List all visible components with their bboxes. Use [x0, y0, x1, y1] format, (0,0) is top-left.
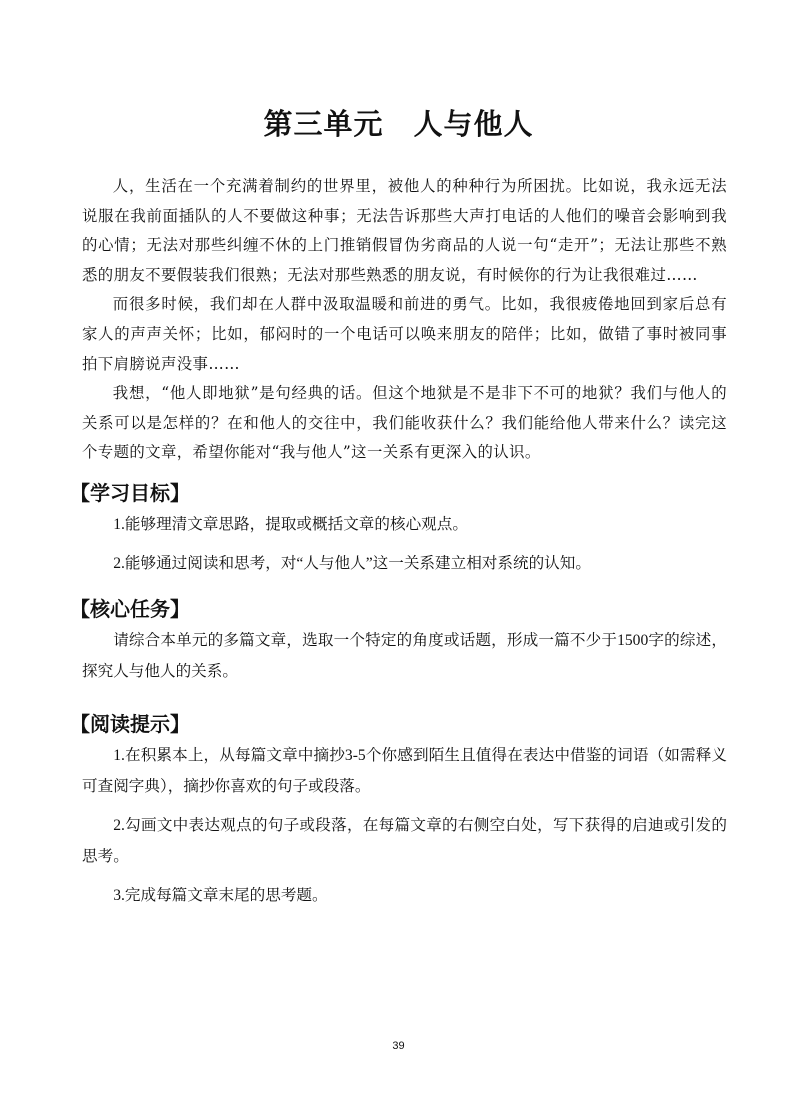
unit-title: 第三单元 人与他人 — [263, 107, 534, 141]
goal-item: 2.能够通过阅读和思考，对“人与他人”这一关系建立相对系统的认知。 — [113, 555, 591, 572]
section-heading-task: 【核心任务】 — [70, 597, 190, 621]
goal-item: 1.能够理清文章思路，提取或概括文章的核心观点。 — [113, 516, 468, 533]
page-number: 39 — [392, 1040, 405, 1052]
section-body-task — [82, 625, 727, 695]
intro-paragraph: 而很多时候，我们却在人群中汲取温暖和前进的勇气。比如，我很疲倦地回到家后总有家人的声声关怀；比如，郁闷时的一个电话可以唤来朋友的陪伴；比如，做错了事时被同事拍下肩膀说声没事…… — [82, 295, 727, 373]
section-body-tips — [82, 740, 727, 919]
intro-paragraph: 人，生活在一个充满着制约的世界里，被他人的种种行为所困扰。比如说，我永远无法说服在我前面插队的人不要做这种事；无法告诉那些大声打电话的人他们的噪音会影响到我的心情；无法对那些纠缠不休的上门推销假冒伪劣商品的人说一句“走开”；无法让那些不熟悉的朋友不要假装我们很熟；无法对那些熟悉的朋友说，有时候你的行为让我很难过…… — [82, 177, 727, 284]
intro-paragraph: 我想，“他人即地狱”是句经典的话。但这个地狱是不是非下不可的地狱？我们与他人的关系可以是怎样的？在和他人的交往中，我们能收获什么？我们能给他人带来什么？读完这个专题的文章，希望你能对“我与他人”这一关系有更深入的认识。 — [82, 384, 727, 462]
intro-text — [82, 172, 727, 468]
task-item: 请综合本单元的多篇文章，选取一个特定的角度或话题，形成一篇不少于1500字的综述，探究人与他人的关系。 — [82, 632, 727, 680]
section-body-goals — [82, 509, 727, 587]
tip-item: 1.在积累本上，从每篇文章中摘抄3-5个你感到陌生且值得在表达中借鉴的词语（如需释义可查阅字典），摘抄你喜欢的句子或段落。 — [82, 747, 727, 795]
tip-item: 3.完成每篇文章末尾的思考题。 — [113, 887, 328, 904]
section-heading-goals: 【学习目标】 — [70, 481, 190, 505]
tip-item: 2.勾画文中表达观点的句子或段落，在每篇文章的右侧空白处，写下获得的启迪或引发的思考。 — [82, 817, 727, 865]
section-heading-tips: 【阅读提示】 — [70, 712, 190, 736]
